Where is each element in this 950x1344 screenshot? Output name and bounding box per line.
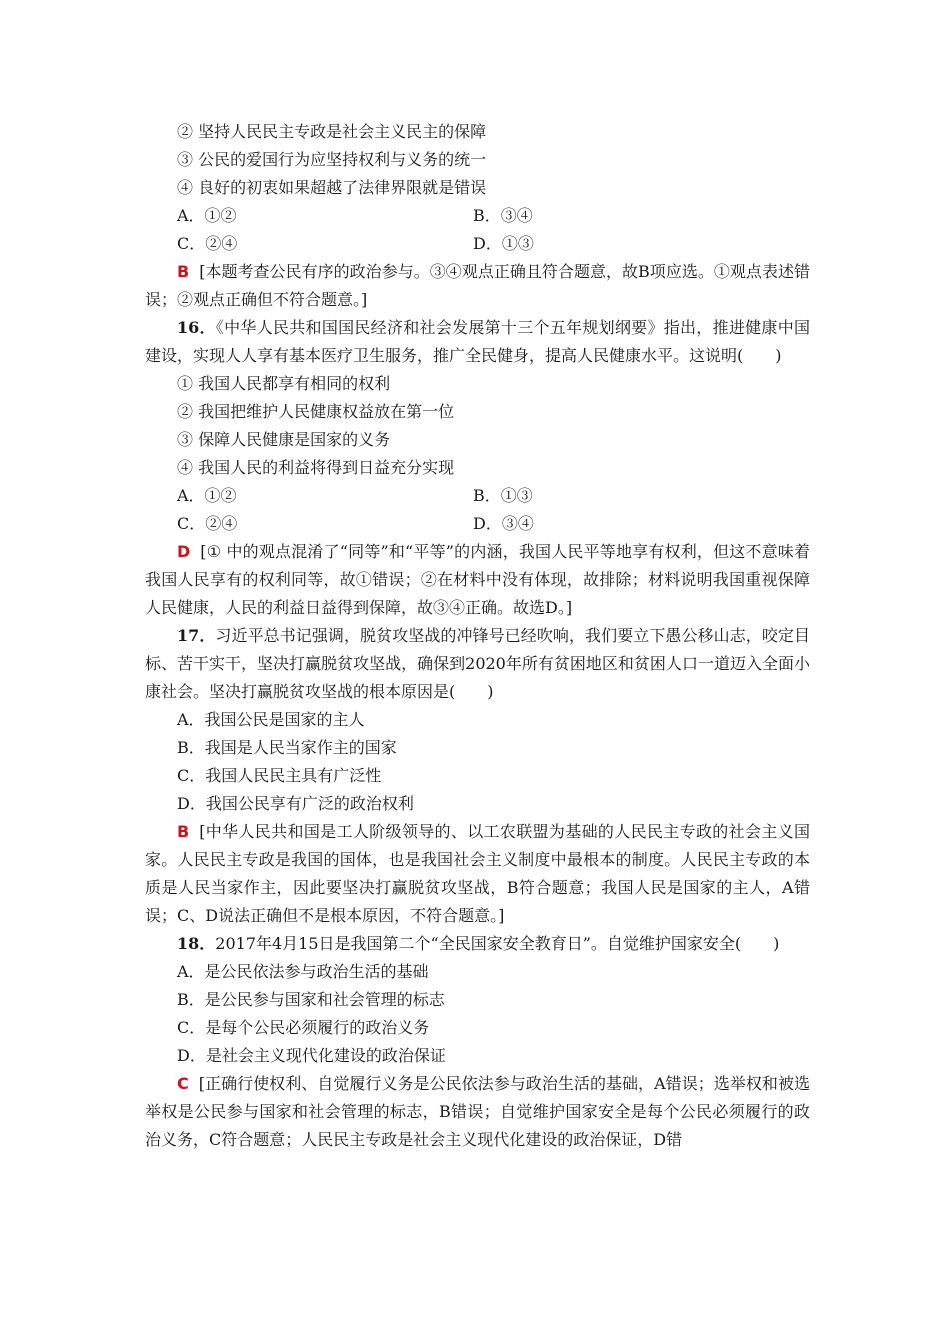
question-16: [145, 314, 810, 622]
question-18: [145, 930, 810, 1154]
q16-item-3: ③ 保障人民健康是国家的义务: [177, 430, 391, 449]
q17-option-c: C．我国人民民主具有广泛性: [177, 766, 382, 785]
q17-option-d: D．我国公民享有广泛的政治权利: [177, 794, 414, 813]
q17-option-b: B．我国是人民当家作主的国家: [177, 738, 397, 757]
q15-item-2: ② 坚持人民民主专政是社会主义民主的保障: [177, 122, 487, 141]
q15-answer-letter: B: [177, 262, 190, 281]
q18-explanation-text: [正确行使权利、自觉履行义务是公民依法参与政治生活的基础，A错误；选举权和被选举权是公民参与国家和社会管理的标志，B错误；自觉维护国家安全是每个公民必须履行的政治义务，C符合题意；人民民主专政是社会主义现代化建设的政治保证，D错: [145, 1074, 810, 1149]
q16-item-1: ① 我国人民都享有相同的权利: [177, 374, 391, 393]
q17-answer-letter: B: [177, 822, 190, 841]
q17-number: 17．: [177, 626, 216, 645]
q16-stem: [145, 314, 810, 370]
q15-option-b: B．③④: [473, 206, 533, 225]
q15-options-row-2: [145, 230, 810, 258]
q17-stem-text: 习近平总书记强调，脱贫攻坚战的冲锋号已经吹响，我们要立下愚公移山志，咬定目标、苦干实干，坚决打赢脱贫攻坚战，确保到2020年所有贫困地区和贫困人口一道迈入全面小康社会。坚决打赢脱贫攻坚战的根本原因是( ): [145, 626, 810, 701]
q16-number: 16．: [177, 318, 216, 337]
q15-options-row-1: [145, 202, 810, 230]
q18-answer-explanation: [145, 1070, 810, 1154]
q18-answer-letter: C: [177, 1074, 189, 1093]
question-17: [145, 622, 810, 930]
q16-item-2: ② 我国把维护人民健康权益放在第一位: [177, 402, 455, 421]
q15-option-a: A．①②: [177, 206, 237, 225]
q15-option-d: D．①③: [473, 234, 534, 253]
q16-option-b: B．①③: [473, 486, 533, 505]
q16-item-4: ④ 我国人民的利益将得到日益充分实现: [177, 458, 455, 477]
q15-answer-explanation: [145, 258, 810, 314]
q16-stem-text: 《中华人民共和国国民经济和社会发展第十三个五年规划纲要》指出，推进健康中国建设，实现人人享有基本医疗卫生服务，推广全民健身，提高人民健康水平。这说明( ): [145, 318, 810, 365]
q16-option-a: A．①②: [177, 486, 237, 505]
q16-option-c: C．②④: [177, 514, 238, 533]
q17-option-a: A．我国公民是国家的主人: [177, 710, 365, 729]
q18-stem: [145, 930, 810, 958]
q18-stem-text: 2017年4月15日是我国第二个“全民国家安全教育日”。自觉维护国家安全( ): [215, 934, 780, 953]
q18-option-d: D．是社会主义现代化建设的政治保证: [177, 1046, 446, 1065]
q16-options-row-2: [145, 510, 810, 538]
q18-option-b: B．是公民参与国家和社会管理的标志: [177, 990, 445, 1009]
document-page: [145, 118, 810, 1154]
q17-answer-explanation: [145, 818, 810, 930]
q16-options-row-1: [145, 482, 810, 510]
q16-answer-letter: D: [177, 542, 191, 561]
q18-option-a: A．是公民依法参与政治生活的基础: [177, 962, 429, 981]
q15-item-4: ④ 良好的初衷如果超越了法律界限就是错误: [177, 178, 487, 197]
q15-item-3: ③ 公民的爱国行为应坚持权利与义务的统一: [177, 150, 487, 169]
q17-explanation-text: [中华人民共和国是工人阶级领导的、以工农联盟为基础的人民民主专政的社会主义国家。人民民主专政是我国的国体，也是我国社会主义制度中最根本的制度。人民民主专政的本质是人民当家作主，因此要坚决打赢脱贫攻坚战，B符合题意；我国人民是国家的主人，A错误；C、D说法正确但不是根本原因，不符合题意。]: [145, 822, 810, 925]
q16-option-d: D．③④: [473, 514, 534, 533]
q17-stem: [145, 622, 810, 706]
q18-number: 18．: [177, 934, 216, 953]
q15-option-c: C．②④: [177, 234, 238, 253]
q18-option-c: C．是每个公民必须履行的政治义务: [177, 1018, 430, 1037]
q16-explanation-text: [① 中的观点混淆了“同等”和“平等”的内涵，我国人民平等地享有权利，但这不意味着我国人民享有的权利同等，故①错误；②在材料中没有体现，故排除；材料说明我国重视保障人民健康，人民的利益日益得到保障，故③④正确。故选D。]: [145, 542, 810, 617]
question-15: [145, 118, 810, 314]
q15-explanation-text: [本题考查公民有序的政治参与。③④观点正确且符合题意，故B项应选。①观点表述错误；②观点正确但不符合题意。]: [145, 262, 810, 309]
q16-answer-explanation: [145, 538, 810, 622]
